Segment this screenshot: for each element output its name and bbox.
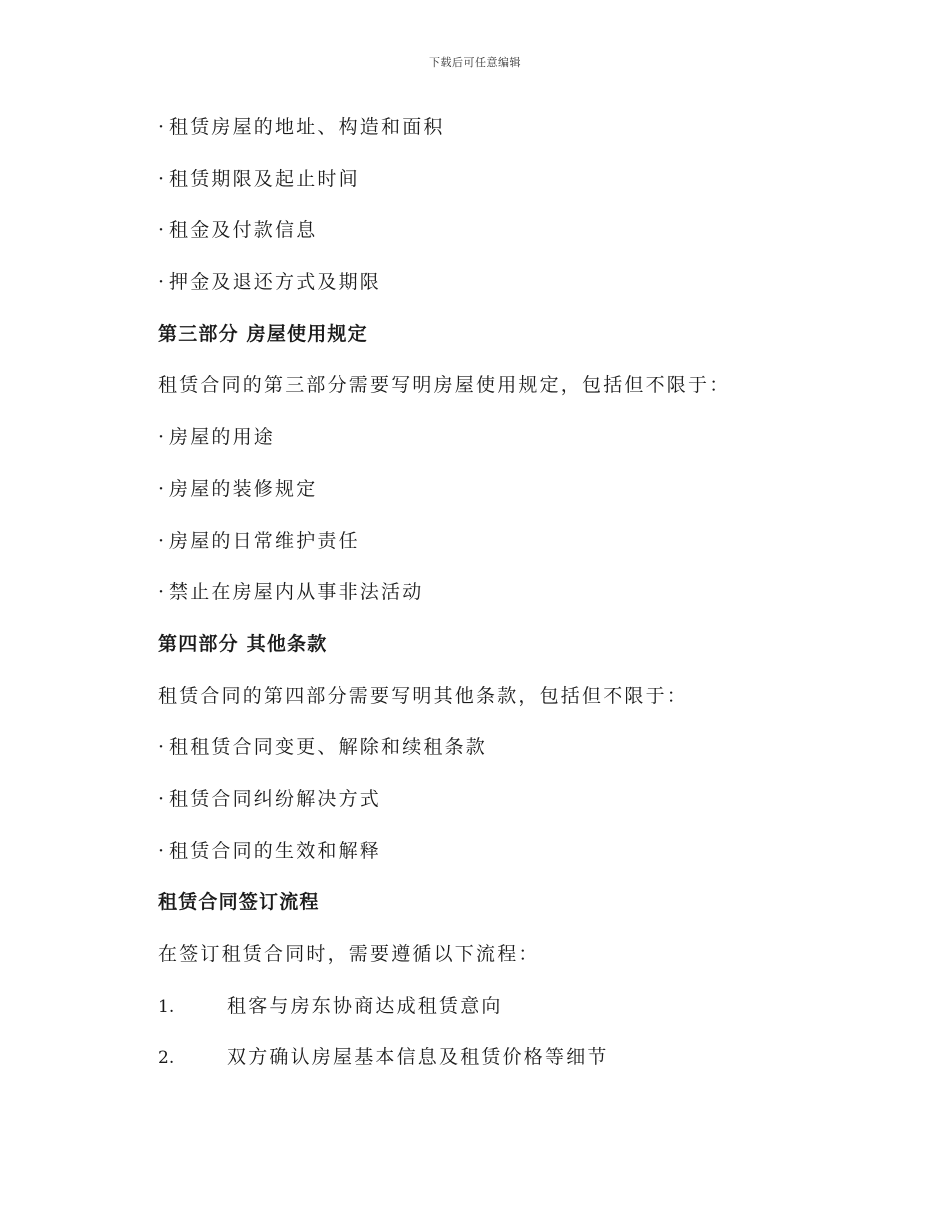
bullet-text: 租赁合同的生效和解释 [169,839,382,862]
bullet-dot: · [158,426,165,449]
bullet-item [158,836,798,888]
bullet-item [158,112,798,164]
section-heading: 第三部分 房屋使用规定 [158,322,368,345]
bullet-item [158,784,798,836]
paragraph: 在签订租赁合同时，需要遵循以下流程： [158,943,540,965]
bullet-text: 押金及退还方式及期限 [169,271,382,294]
bullet-text: 租赁期限及起止时间 [169,167,360,190]
bullet-item [158,526,798,578]
bullet-text: 房屋的装修规定 [169,477,318,500]
section-heading: 第四部分 其他条款 [158,632,328,655]
bullet-item [158,164,798,216]
bullet-item [158,732,798,784]
bullet-dot: · [158,839,165,862]
numbered-item [158,991,798,1043]
bullet-item [158,267,798,319]
bullet-dot: · [158,477,165,500]
section-heading: 租赁合同签订流程 [158,891,320,914]
bullet-text: 租租赁合同变更、解除和续租条款 [169,736,488,759]
document-body [158,112,798,1094]
paragraph: 租赁合同的第三部分需要写明房屋使用规定，包括但不限于： [158,374,731,397]
bullet-dot: · [158,271,165,294]
bullet-item [158,215,798,267]
bullet-text: 租赁房屋的地址、构造和面积 [169,116,445,138]
bullet-text: 租赁合同纠纷解决方式 [169,787,382,810]
bullet-item [158,422,798,474]
bullet-text: 房屋的用途 [169,426,276,449]
paragraph: 租赁合同的第四部分需要写明其他条款，包括但不限于： [158,684,689,707]
numbered-text: 租客与房东协商达成租赁意向 [227,994,503,1017]
bullet-dot: · [158,529,165,552]
bullet-item [158,474,798,526]
numbered-text: 双方确认房屋基本信息及租赁价格等细节 [227,1046,609,1069]
item-number: 1. [158,996,175,1017]
numbered-item [158,1042,798,1094]
bullet-dot: · [158,167,165,190]
bullet-text: 房屋的日常维护责任 [169,529,360,552]
page-header-note: 下载后可任意编辑 [429,56,521,69]
bullet-dot: · [158,116,165,138]
bullet-dot: · [158,787,165,810]
bullet-text: 租金及付款信息 [169,219,318,242]
bullet-dot: · [158,581,165,604]
item-number: 2. [158,1048,175,1069]
bullet-dot: · [158,736,165,759]
bullet-text: 禁止在房屋内从事非法活动 [169,581,424,604]
bullet-item [158,577,798,629]
bullet-dot: · [158,219,165,242]
